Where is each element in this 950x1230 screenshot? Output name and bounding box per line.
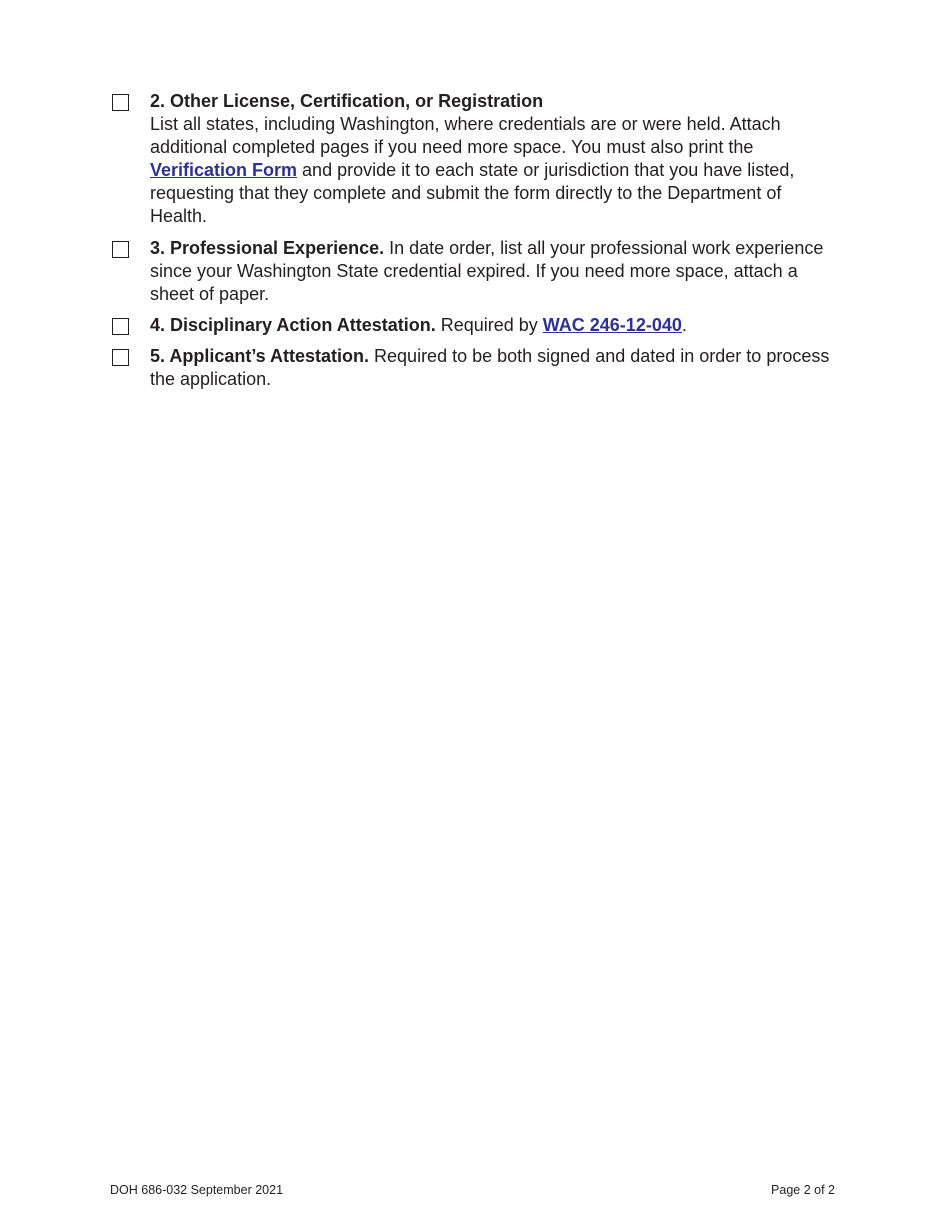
item-heading: 5. Applicant’s Attestation.	[150, 346, 370, 366]
item-text: and provide it to each state or jurisdiction that you have listed, requesting that they complete and submit the form directly to the Department of Health.	[150, 160, 795, 226]
footer-form-id: DOH 686-032 September 2021	[110, 1183, 284, 1197]
checkbox-professional-experience[interactable]	[112, 241, 129, 258]
footer-page-number: Page 2 of 2	[771, 1183, 835, 1197]
checklist-item-other-license	[112, 90, 832, 228]
item-text: In date order, list all your professional work experience since your Washington State credential expired. If you need more space, attach a sheet of paper.	[150, 238, 824, 304]
checkbox-applicant-attestation[interactable]	[112, 349, 129, 366]
item-text: List all states, including Washington, where credentials are or were held. Attach additional completed pages if you need more space. You must also print the	[150, 114, 781, 157]
checklist-item-applicant-attestation	[112, 345, 832, 391]
item-text: .	[681, 315, 687, 335]
checkbox-other-license[interactable]	[112, 94, 129, 111]
item-heading: 3. Professional Experience.	[150, 238, 385, 258]
item-heading: 2. Other License, Certification, or Registration	[150, 91, 544, 111]
checklist-item-disciplinary-action	[112, 314, 832, 337]
checklist-item-professional-experience	[112, 237, 832, 306]
wac-link[interactable]: WAC 246-12-040	[542, 315, 682, 335]
item-heading: 4. Disciplinary Action Attestation.	[150, 315, 436, 335]
verification-form-link[interactable]: Verification Form	[150, 160, 298, 180]
checkbox-disciplinary-action[interactable]	[112, 318, 129, 335]
item-text: Required to be both signed and dated in order to process the application.	[150, 346, 830, 389]
document-checklist	[112, 90, 832, 400]
item-text: Required by	[435, 315, 543, 335]
